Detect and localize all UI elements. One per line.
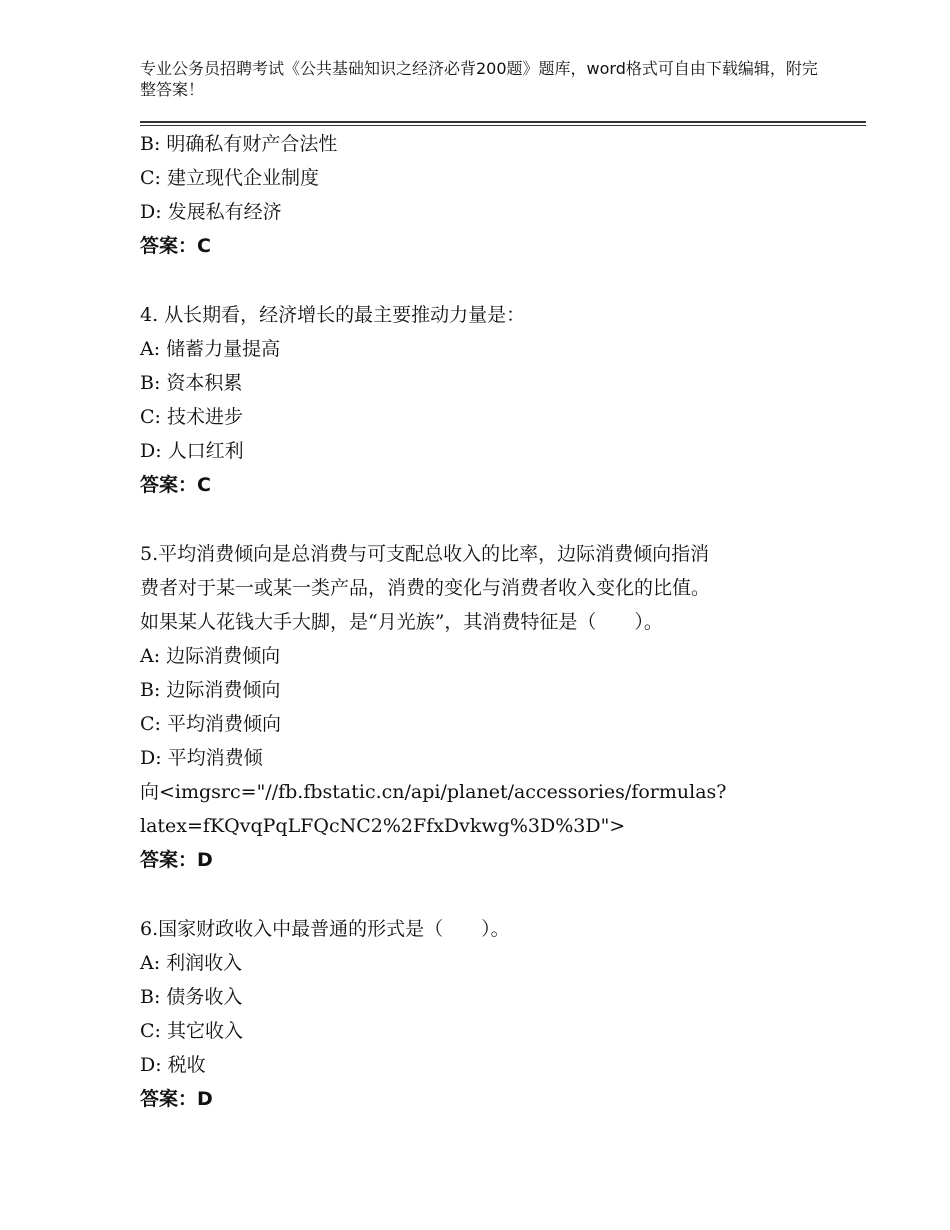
option-c: C: 技术进步 [140, 406, 243, 428]
option-d: D: 发展私有经济 [140, 201, 282, 223]
answer: 答案：D [140, 849, 213, 871]
question-text-line-1: 5.平均消费倾向是总消费与可支配总收入的比率，边际消费倾向指消 [140, 543, 710, 565]
option-a: A: 储蓄力量提高 [140, 338, 281, 360]
question-5 [140, 537, 830, 877]
header-rule-thin [140, 125, 866, 126]
option-d-continued-line-2: latex=fKQvqPqLFQcNC2%2FfxDvkwg%3D%3D"> [140, 815, 626, 837]
question-list [140, 127, 830, 1116]
option-d: D: 人口红利 [140, 440, 244, 462]
question-4 [140, 298, 830, 502]
option-b: B: 资本积累 [140, 372, 243, 394]
question-text-line-2: 费者对于某一或某一类产品，消费的变化与消费者收入变化的比值。 [140, 577, 711, 599]
answer: 答案：D [140, 1088, 213, 1110]
question-text: 6.国家财政收入中最普通的形式是（ ）。 [140, 918, 510, 940]
spacer [140, 877, 830, 912]
spacer [140, 263, 830, 298]
question-text-line-3: 如果某人花钱大手大脚，是“月光族”，其消费特征是（ ）。 [140, 611, 663, 633]
option-a: A: 利润收入 [140, 952, 243, 974]
option-b: B: 边际消费倾向 [140, 679, 281, 701]
option-b: B: 明确私有财产合法性 [140, 133, 338, 155]
option-a: A: 边际消费倾向 [140, 645, 281, 667]
question-text: 4. 从长期看，经济增长的最主要推动力量是： [140, 304, 526, 326]
question-3-continued [140, 127, 830, 263]
header-rule-thick [140, 121, 866, 123]
option-d-continued-line-1: 向<imgsrc="//fb.fbstatic.cn/api/planet/accessories/formulas? [140, 781, 727, 803]
page-header: 专业公务员招聘考试《公共基础知识之经济必背200题》题库，word格式可自由下载编辑，附完整答案！ [140, 59, 818, 99]
option-c: C: 平均消费倾向 [140, 713, 281, 735]
option-d: D: 税收 [140, 1054, 206, 1076]
option-b: B: 债务收入 [140, 986, 243, 1008]
spacer [140, 502, 830, 537]
option-c: C: 其它收入 [140, 1020, 243, 1042]
question-6 [140, 912, 830, 1116]
option-c: C: 建立现代企业制度 [140, 167, 319, 189]
answer: 答案：C [140, 474, 211, 496]
option-d: D: 平均消费倾 [140, 747, 263, 769]
answer: 答案：C [140, 235, 211, 257]
